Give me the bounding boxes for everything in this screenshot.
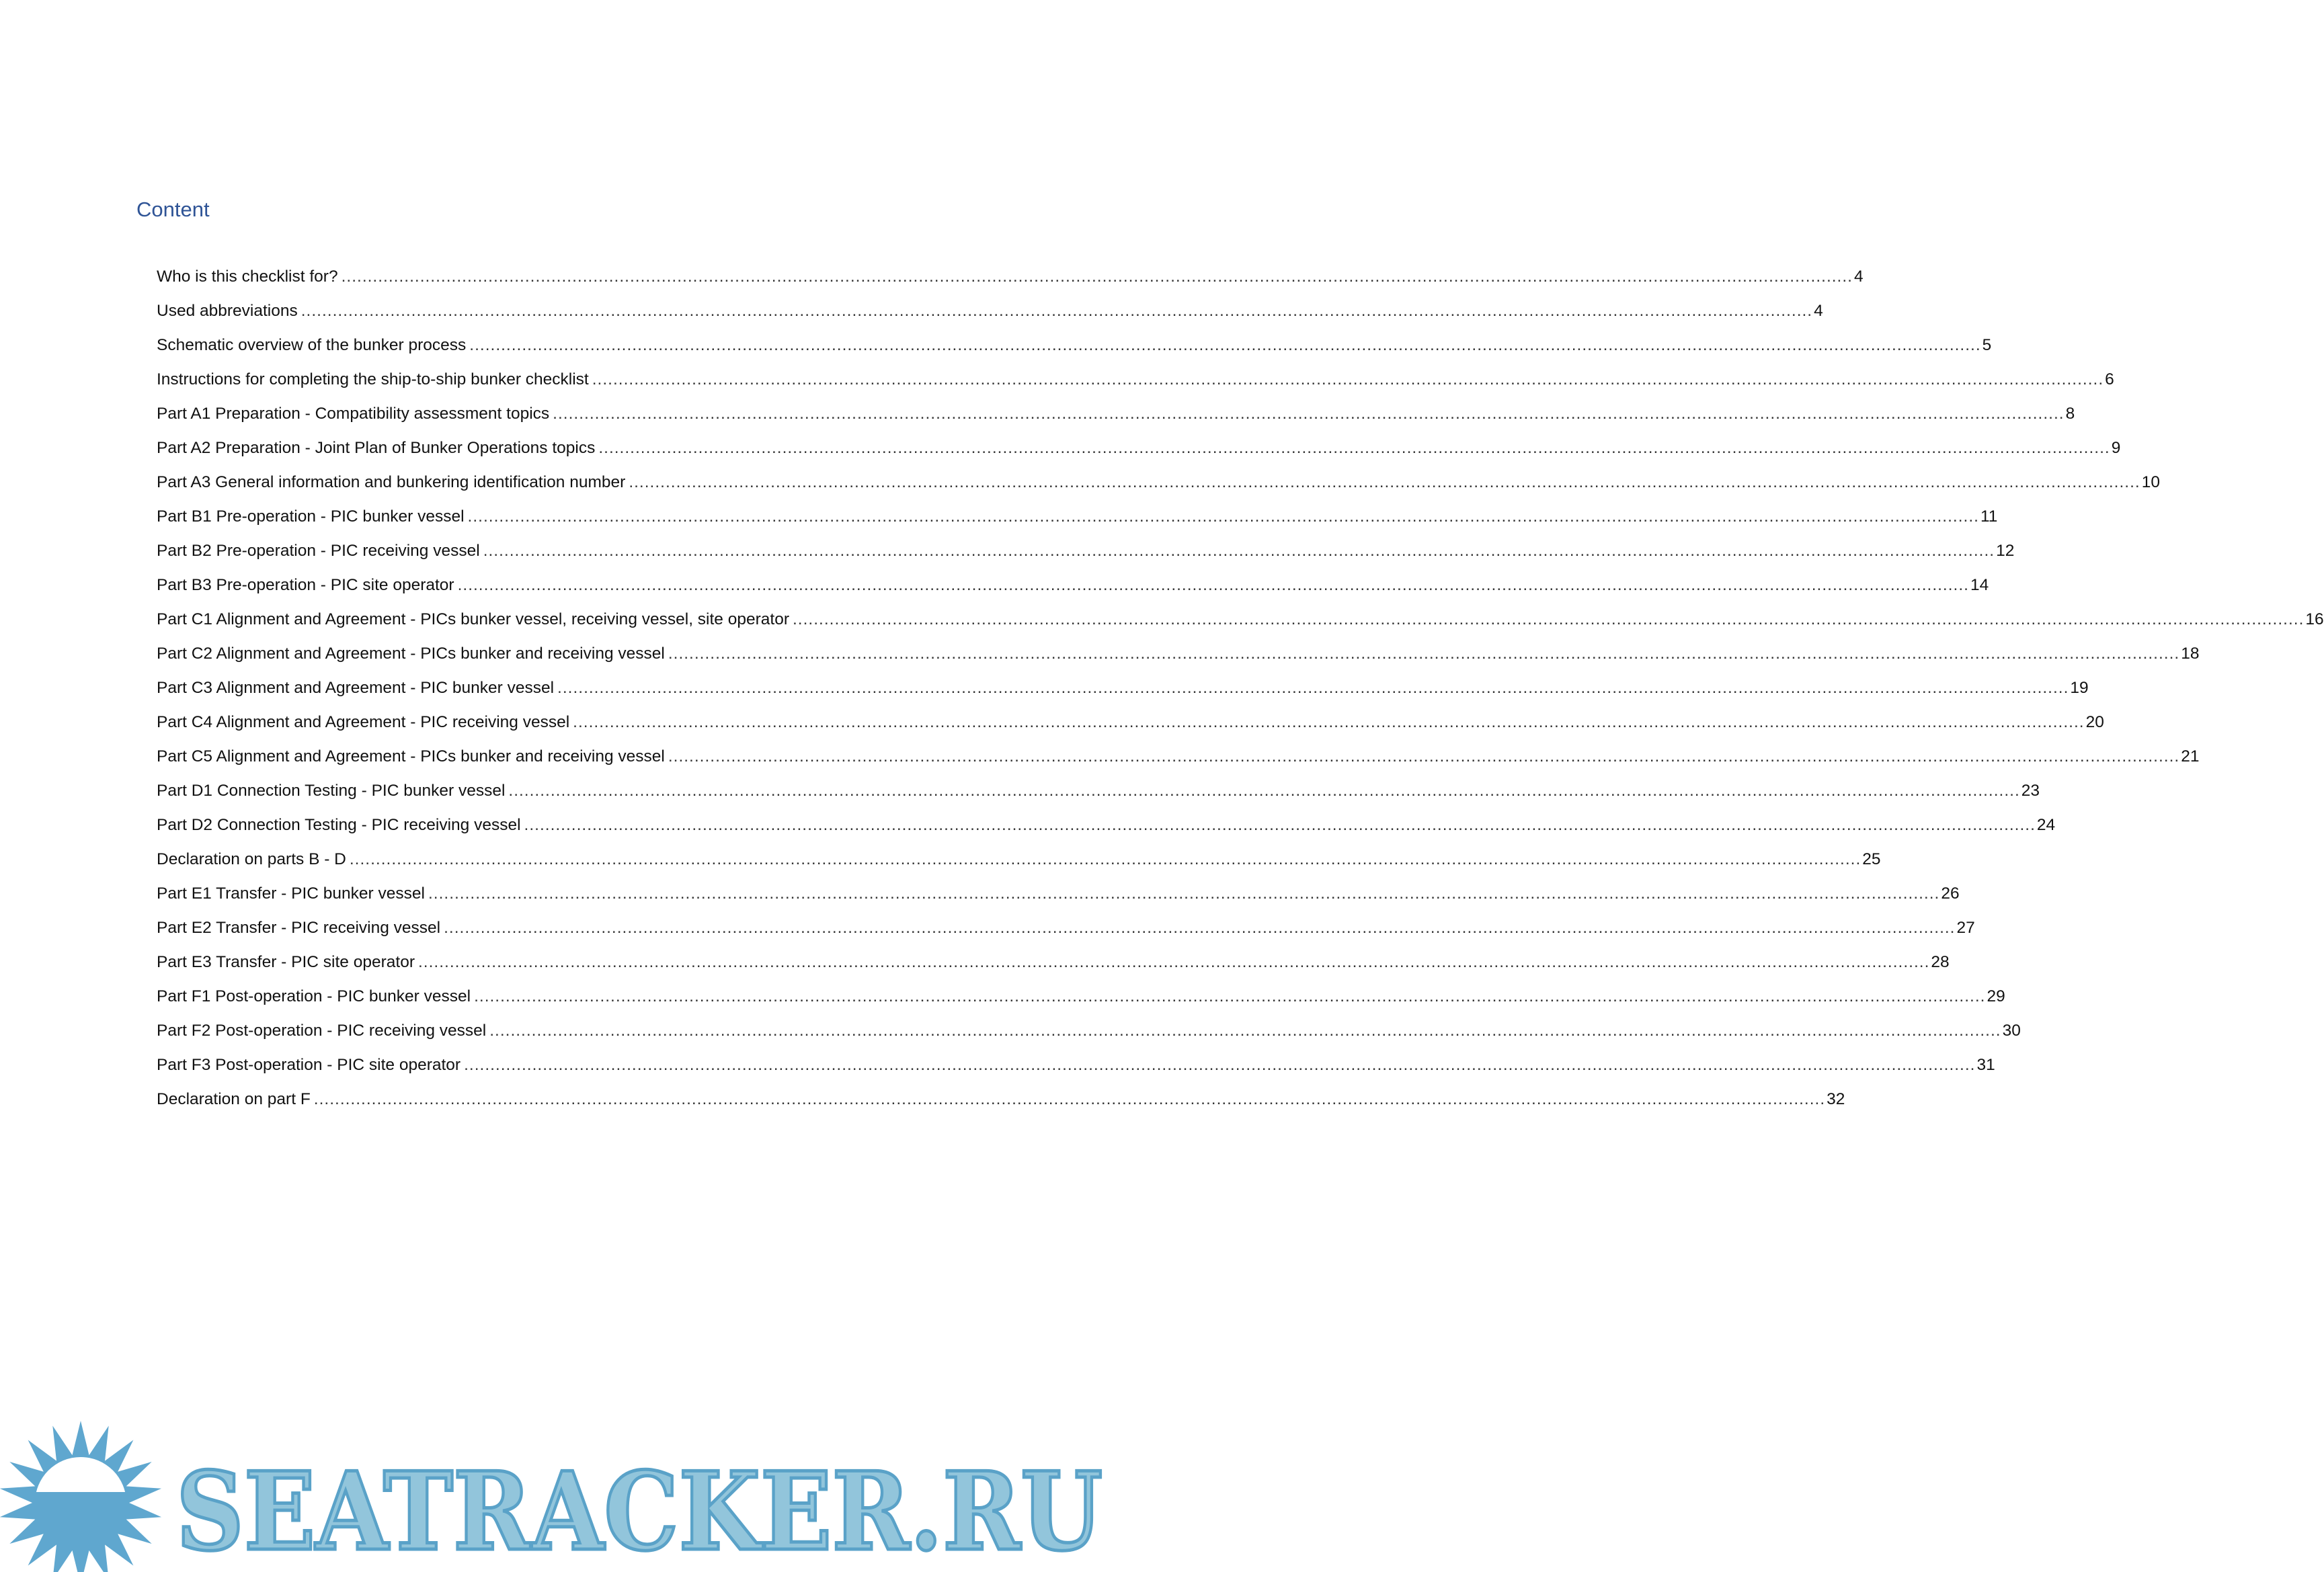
toc-entry-title: Part E2 Transfer - PIC receiving vessel: [157, 919, 441, 937]
toc-dot-leader: [428, 880, 1939, 907]
toc-entry-page-number: 18: [2181, 645, 2200, 663]
toc-dot-leader: [557, 675, 2069, 702]
toc-entry[interactable]: [157, 435, 2121, 469]
toc-entry-page-number: 30: [2002, 1022, 2021, 1040]
toc-entry[interactable]: [157, 1018, 2021, 1052]
toc-entry[interactable]: [157, 846, 1881, 880]
toc-entry-page-number: 27: [1956, 919, 1975, 937]
toc-dot-leader: [573, 709, 2084, 736]
toc-entry-page-number: 9: [2111, 439, 2121, 457]
toc-dot-leader: [314, 1086, 1825, 1113]
toc-entry-page-number: 20: [2085, 713, 2104, 731]
toc-dot-leader: [418, 949, 1929, 976]
toc-entry-title: Part A1 Preparation - Compatibility assessment topics: [157, 405, 550, 423]
toc-entry-title: Used abbreviations: [157, 302, 298, 320]
toc-entry[interactable]: [157, 538, 2015, 572]
toc-dot-leader: [592, 366, 2103, 393]
toc-entry-title: Declaration on part F: [157, 1090, 311, 1108]
toc-entry-title: Part E1 Transfer - PIC bunker vessel: [157, 884, 425, 903]
toc-entry-title: Part E3 Transfer - PIC site operator: [157, 953, 415, 971]
toc-entry-title: Part A2 Preparation - Joint Plan of Bunker Operations topics: [157, 439, 596, 457]
toc-entry-page-number: 8: [2065, 405, 2075, 423]
table-of-contents: [157, 263, 2324, 1120]
toc-entry-page-number: 24: [2036, 816, 2056, 834]
sun-logo-icon: [0, 1421, 161, 1572]
toc-dot-leader: [301, 298, 1812, 325]
toc-dot-leader: [668, 640, 2179, 667]
toc-entry-page-number: 21: [2181, 747, 2200, 766]
toc-entry-title: Part D2 Connection Testing - PIC receiving vessel: [157, 816, 521, 834]
toc-entry[interactable]: [157, 332, 1992, 366]
toc-entry-page-number: 25: [1862, 850, 1881, 868]
toc-entry-title: Schematic overview of the bunker process: [157, 336, 467, 354]
toc-entry[interactable]: [157, 812, 2056, 846]
toc-entry-page-number: 4: [1853, 267, 1864, 286]
toc-entry[interactable]: [157, 640, 2200, 675]
watermark: [0, 1415, 1111, 1572]
toc-entry-title: Part F1 Post-operation - PIC bunker vessel: [157, 987, 471, 1005]
toc-dot-leader: [668, 743, 2179, 770]
toc-dot-leader: [464, 1052, 1975, 1079]
toc-entry[interactable]: [157, 401, 2075, 435]
toc-entry-page-number: 31: [1976, 1056, 1995, 1074]
toc-dot-leader: [469, 332, 1980, 359]
toc-entry-title: Instructions for completing the ship-to-ship bunker checklist: [157, 370, 589, 388]
toc-dot-leader: [444, 915, 1955, 942]
toc-entry[interactable]: [157, 983, 2005, 1018]
toc-entry[interactable]: [157, 743, 2200, 778]
toc-entry-title: Part C5 Alignment and Agreement - PICs bunker and receiving vessel: [157, 747, 665, 766]
toc-entry[interactable]: [157, 915, 1975, 949]
toc-entry-page-number: 6: [2105, 370, 2114, 388]
toc-dot-leader: [489, 1018, 2001, 1044]
toc-entry-title: Part C2 Alignment and Agreement - PICs bunker and receiving vessel: [157, 645, 665, 663]
toc-dot-leader: [598, 435, 2110, 462]
toc-heading: Content: [136, 198, 210, 221]
toc-entry-title: Part A3 General information and bunkering identification number: [157, 473, 626, 491]
watermark-text: SEATRACKER.RU: [176, 1448, 1103, 1572]
toc-dot-leader: [483, 538, 1995, 565]
toc-entry[interactable]: [157, 1052, 1995, 1086]
toc-entry-title: Part C1 Alignment and Agreement - PICs bunker vessel, receiving vessel, site operator: [157, 610, 789, 628]
toc-entry-title: Part B1 Pre-operation - PIC bunker vessel: [157, 507, 465, 526]
toc-entry-page-number: 29: [1987, 987, 2005, 1005]
toc-entry-title: Part B3 Pre-operation - PIC site operator: [157, 576, 454, 594]
toc-entry-page-number: 16: [2305, 610, 2324, 628]
toc-dot-leader: [342, 263, 1853, 290]
toc-entry[interactable]: [157, 298, 1823, 332]
toc-entry[interactable]: [157, 606, 2324, 640]
toc-entry[interactable]: [157, 1086, 1845, 1120]
toc-entry-page-number: 5: [1982, 336, 1992, 354]
toc-entry-page-number: 26: [1941, 884, 1960, 903]
toc-entry-page-number: 14: [1970, 576, 1989, 594]
toc-entry[interactable]: [157, 880, 1960, 915]
toc-entry[interactable]: [157, 263, 1864, 298]
toc-dot-leader: [474, 983, 1985, 1010]
toc-entry[interactable]: [157, 503, 1998, 538]
toc-entry-page-number: 23: [2021, 782, 2040, 800]
toc-entry[interactable]: [157, 469, 2160, 503]
toc-entry-title: Part D1 Connection Testing - PIC bunker vessel: [157, 782, 506, 800]
toc-entry-title: Part C3 Alignment and Agreement - PIC bunker vessel: [157, 679, 555, 697]
toc-entry-page-number: 11: [1980, 507, 1998, 526]
toc-entry-title: Part C4 Alignment and Agreement - PIC receiving vessel: [157, 713, 570, 731]
toc-entry[interactable]: [157, 366, 2114, 401]
toc-entry-title: Part B2 Pre-operation - PIC receiving vessel: [157, 542, 480, 560]
toc-entry-page-number: 4: [1814, 302, 1823, 320]
toc-entry-title: Part F2 Post-operation - PIC receiving vessel: [157, 1022, 487, 1040]
toc-entry-title: Part F3 Post-operation - PIC site operator: [157, 1056, 461, 1074]
toc-dot-leader: [553, 401, 2064, 427]
toc-dot-leader: [629, 469, 2140, 496]
toc-entry-title: Who is this checklist for?: [157, 267, 338, 286]
toc-dot-leader: [350, 846, 1861, 873]
toc-entry[interactable]: [157, 949, 1950, 983]
toc-dot-leader: [468, 503, 1979, 530]
toc-entry[interactable]: [157, 675, 2089, 709]
toc-dot-leader: [508, 778, 2019, 804]
toc-entry-page-number: 28: [1931, 953, 1950, 971]
toc-entry[interactable]: [157, 709, 2104, 743]
toc-entry-title: Declaration on parts B - D: [157, 850, 346, 868]
toc-entry-page-number: 10: [2141, 473, 2160, 491]
toc-entry-page-number: 32: [1827, 1090, 1845, 1108]
toc-dot-leader: [793, 606, 2304, 633]
toc-entry[interactable]: [157, 778, 2040, 812]
toc-dot-leader: [458, 572, 1969, 599]
toc-entry-page-number: 12: [1996, 542, 2015, 560]
toc-entry[interactable]: [157, 572, 1989, 606]
toc-dot-leader: [524, 812, 2036, 839]
toc-entry-page-number: 19: [2070, 679, 2089, 697]
